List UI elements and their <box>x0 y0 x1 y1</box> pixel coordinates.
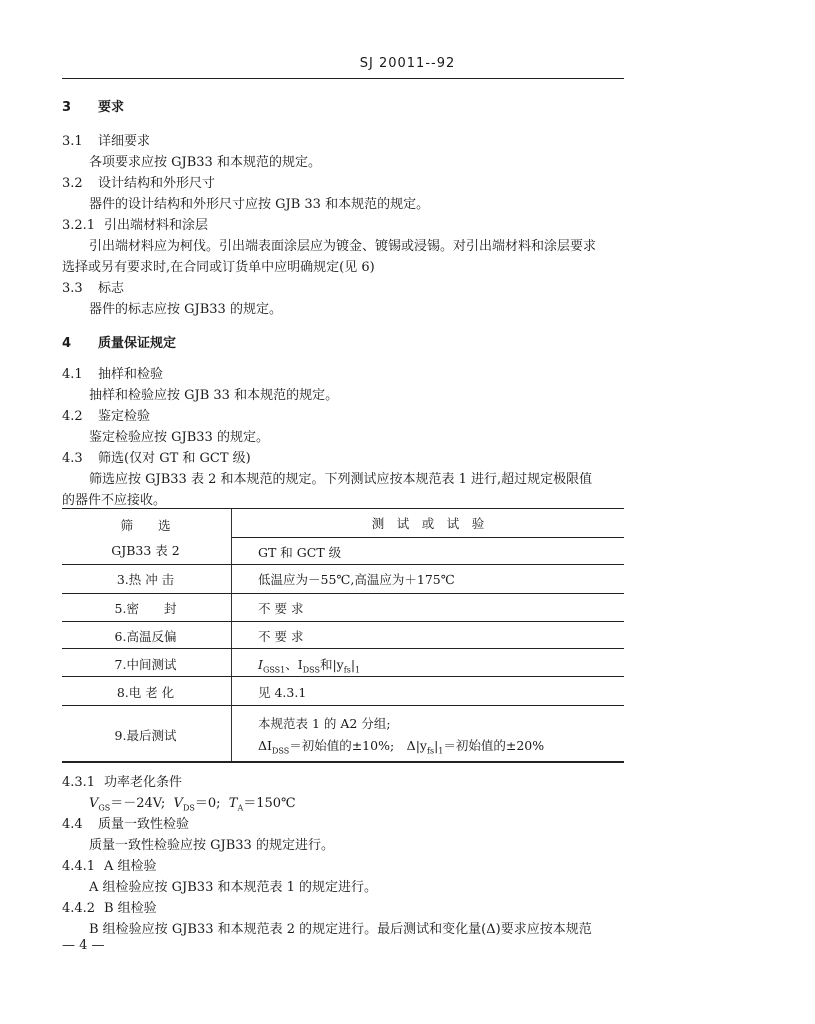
table-row-left: 9.最后测试 <box>114 728 177 743</box>
subscript: DSS <box>271 746 290 756</box>
subscript: fs <box>426 746 435 756</box>
table-head-left-line2: GJB33 表 2 <box>111 543 180 558</box>
table-row-left: 7.中间测试 <box>114 657 177 672</box>
section-4-4-1-body: A 组检验应按 GJB33 和本规范表 1 的规定进行。 <box>89 880 378 895</box>
section-title: 标志 <box>98 281 125 296</box>
symbol: V <box>89 796 99 811</box>
table-row-right: 见 4.3.1 <box>258 685 307 700</box>
section-number: 4.4.2 <box>62 901 96 916</box>
section-4-3-body-line2: 的器件不应接收。 <box>62 493 167 508</box>
section-title: 鉴定检验 <box>98 409 151 424</box>
table-row-right-line2 <box>258 736 544 756</box>
table-row-right: 不 要 求 <box>258 629 304 644</box>
subscript: 1 <box>438 746 444 756</box>
section-title: A 组检验 <box>104 859 157 874</box>
section-number: 3.2 <box>62 176 83 191</box>
table-column-divider <box>231 509 232 761</box>
table-row-right-line1: 本规范表 1 的 A2 分组; <box>258 716 391 731</box>
value: ＝－24V; <box>110 796 166 811</box>
table-row-left: 6.高温反偏 <box>114 629 177 644</box>
section-4-3-1-heading <box>62 771 182 790</box>
table-row-rule <box>62 593 624 594</box>
subscript: GSS1 <box>262 665 286 675</box>
subscript: GS <box>98 803 111 813</box>
table-row-rule <box>62 564 624 565</box>
header-rule <box>62 78 624 79</box>
table-row-left: 8.电 老 化 <box>116 685 175 700</box>
section-title: 详细要求 <box>98 134 151 149</box>
symbol: ΔI <box>258 738 272 753</box>
section-3-3-heading <box>62 277 124 296</box>
symbol: 和|y <box>319 657 344 672</box>
table-bottom-rule <box>62 761 624 763</box>
section-number: 3.3 <box>62 281 83 296</box>
section-4-4-1-heading <box>62 855 157 874</box>
table-row-rule <box>62 621 624 622</box>
section-4-4-heading <box>62 813 189 832</box>
section-3-3-body: 器件的标志应按 GJB33 的规定。 <box>89 302 282 317</box>
symbol: | <box>350 657 356 672</box>
table-head-inner-rule <box>232 537 624 538</box>
section-4-1-heading <box>62 363 163 382</box>
section-title: 抽样和检验 <box>98 367 164 382</box>
section-3-2-1-body-line2: 选择或另有要求时,在合同或订货单中应明确规定(见 6) <box>62 260 375 275</box>
section-title: 质量保证规定 <box>98 336 177 351</box>
section-title: 功率老化条件 <box>104 775 183 790</box>
section-4-3-heading <box>62 447 251 466</box>
section-4-4-2-heading <box>62 897 157 916</box>
section-number: 4.1 <box>62 367 83 382</box>
section-number: 4.3.1 <box>62 775 96 790</box>
section-title: B 组检验 <box>104 901 157 916</box>
section-3-heading <box>62 96 124 115</box>
table-row-rule <box>62 705 624 706</box>
doc-code: SJ 20011--92 <box>359 56 456 71</box>
subscript: DSS <box>302 665 320 675</box>
section-4-1-body: 抽样和检验应按 GJB 33 和本规范的规定。 <box>89 388 339 403</box>
value: ＝150℃ <box>243 796 296 811</box>
table-head-left-line1: 筛 选 <box>120 518 171 533</box>
table-row-right: 低温应为－55℃,高温应为＋175℃ <box>258 572 455 587</box>
section-number: 4.3 <box>62 451 83 466</box>
table-row-rule <box>62 676 624 677</box>
section-number: 3 <box>62 100 72 115</box>
section-4-4-2-body: B 组检验应按 GJB33 和本规范表 2 的规定进行。最后测试和变化量(Δ)要求应按本规范 <box>89 922 592 937</box>
table-row-right: 不 要 求 <box>258 601 304 616</box>
symbol: I <box>258 657 263 672</box>
section-title: 筛选(仅对 GT 和 GCT 级) <box>98 451 251 466</box>
section-number: 4 <box>62 336 72 351</box>
subscript: fs <box>343 665 351 675</box>
subscript: 1 <box>355 665 361 675</box>
table-row-right <box>258 655 360 675</box>
section-4-3-body-line1: 筛选应按 GJB33 表 2 和本规范的规定。下列测试应按本规范表 1 进行,超过规定极限值 <box>89 472 593 487</box>
section-title: 质量一致性检验 <box>98 817 190 832</box>
section-title: 要求 <box>98 100 125 115</box>
subscript: A <box>237 803 244 813</box>
section-3-2-heading <box>62 172 215 191</box>
symbol: | <box>434 738 439 753</box>
symbol: ＝初始值的±10%; Δ|y <box>289 738 427 753</box>
section-3-1-heading <box>62 130 150 149</box>
symbol: T <box>228 796 238 811</box>
section-3-2-1-body-line1: 引出端材料应为柯伐。引出端表面涂层应为镀金、镀锡或浸锡。对引出端材料和涂层要求 <box>89 239 597 254</box>
symbol: 、I <box>285 657 303 672</box>
subscript: DS <box>182 803 195 813</box>
section-4-2-body: 鉴定检验应按 GJB33 的规定。 <box>89 430 269 445</box>
section-3-2-body: 器件的设计结构和外形尺寸应按 GJB 33 和本规范的规定。 <box>89 197 430 212</box>
section-4-4-body: 质量一致性检验应按 GJB33 的规定进行。 <box>89 838 334 853</box>
table-top-rule <box>62 508 624 509</box>
section-title: 引出端材料和涂层 <box>104 218 209 233</box>
section-number: 4.4.1 <box>62 859 96 874</box>
section-number: 4.2 <box>62 409 83 424</box>
table-head-right-line2: GT 和 GCT 级 <box>258 545 342 560</box>
section-4-heading <box>62 332 176 351</box>
section-number: 3.2.1 <box>62 218 96 233</box>
symbol: V <box>173 796 183 811</box>
section-4-2-heading <box>62 405 150 424</box>
section-3-1-body: 各项要求应按 GJB33 和本规范的规定。 <box>89 155 321 170</box>
section-number: 4.4 <box>62 817 83 832</box>
table-row-left: 5.密 封 <box>114 601 177 616</box>
section-number: 3.1 <box>62 134 83 149</box>
symbol: ＝初始值的±20% <box>443 738 545 753</box>
section-title: 设计结构和外形尺寸 <box>98 176 216 191</box>
table-row-left: 3.热 冲 击 <box>116 572 175 587</box>
value: ＝0; <box>194 796 221 811</box>
table-head-right-line1: 测 试 或 试 验 <box>371 516 485 531</box>
section-3-2-1-heading <box>62 214 208 233</box>
burn-in-conditions <box>89 792 296 813</box>
page-number: — 4 — <box>62 938 105 953</box>
table-row-rule <box>62 648 624 649</box>
